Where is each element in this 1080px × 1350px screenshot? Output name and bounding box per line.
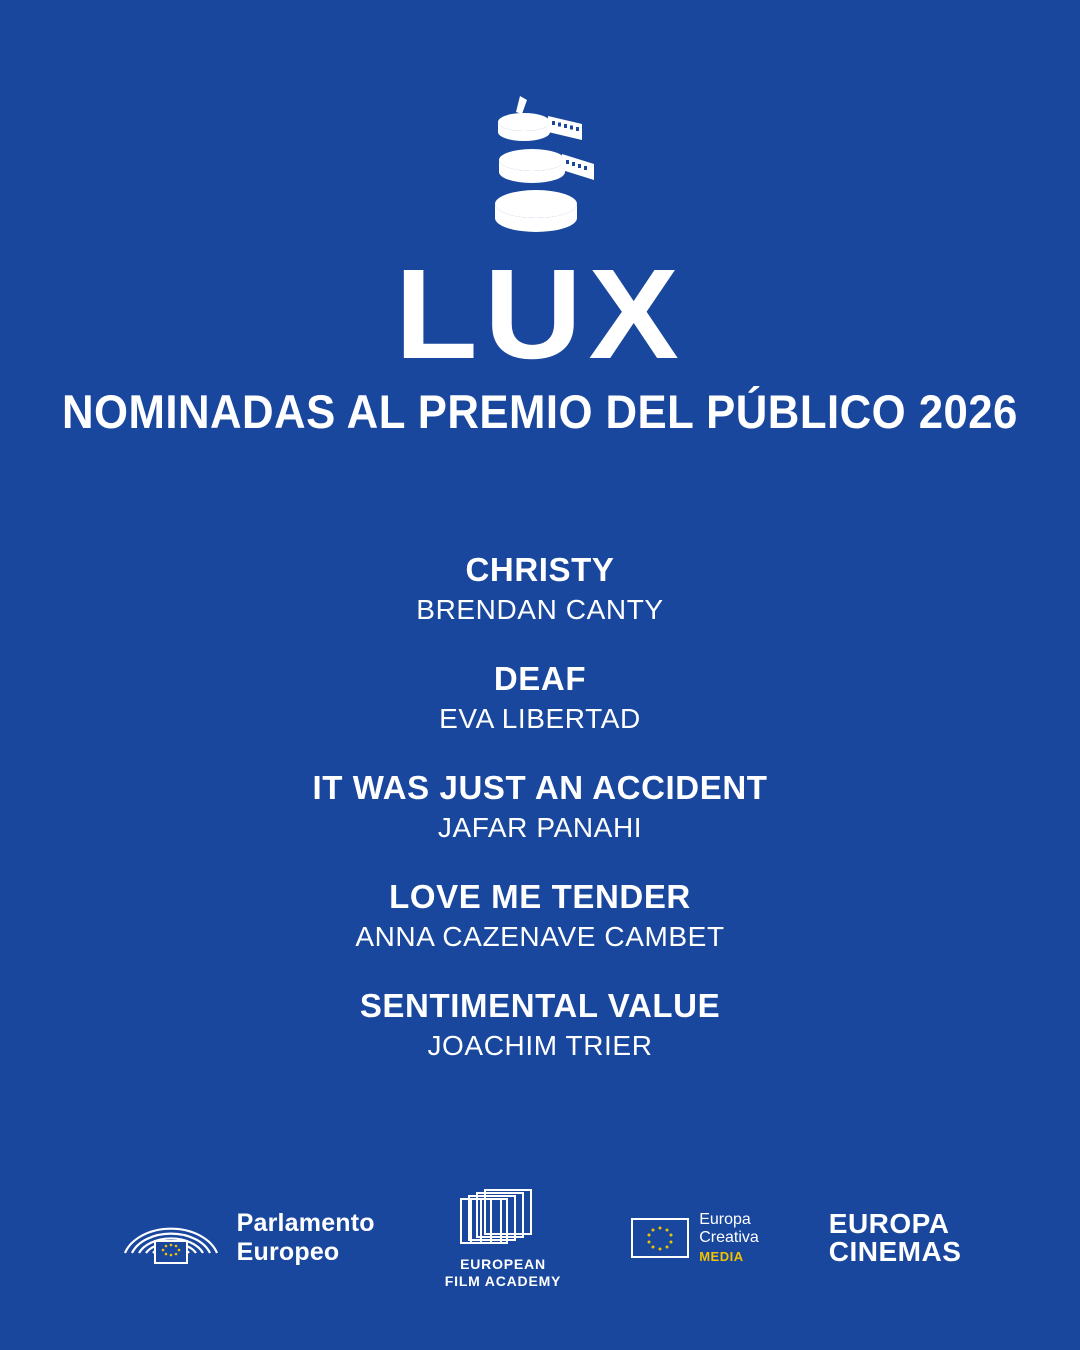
parliament-line2: Europeo — [236, 1237, 340, 1266]
european-parliament-logo — [119, 1207, 375, 1269]
parliament-line1: Parlamento — [236, 1208, 375, 1237]
parliament-label — [237, 1209, 375, 1267]
film-academy-line2: FILM ACADEMY — [444, 1273, 562, 1290]
european-film-academy-icon — [453, 1185, 553, 1251]
list-item — [416, 551, 663, 626]
europa-creativa-logo — [631, 1211, 759, 1265]
eu-flag-icon — [631, 1218, 689, 1258]
europa-cinemas-line2: CINEMAS — [828, 1235, 962, 1267]
nominee-title: DEAF — [493, 659, 587, 697]
nominee-title: SENTIMENTAL VALUE — [359, 987, 721, 1025]
lux-wordmark: LUX — [394, 243, 686, 386]
europa-cinemas-logo — [828, 1207, 962, 1267]
european-parliament-icon — [119, 1207, 223, 1269]
list-item — [360, 987, 720, 1062]
nominee-director: BRENDAN CANTY — [416, 593, 664, 625]
europa-cinemas-label — [828, 1207, 962, 1267]
lux-film-reel-icon — [470, 86, 610, 246]
poster-subtitle: NOMINADAS AL PREMIO DEL PÚBLICO 2026 — [62, 384, 1018, 438]
europa-creativa-line2: Creativa — [699, 1229, 759, 1247]
list-item — [312, 769, 767, 844]
european-film-academy-logo — [445, 1185, 561, 1290]
nominee-title: CHRISTY — [465, 550, 615, 588]
nominee-director: EVA LIBERTAD — [439, 702, 641, 734]
europa-creativa-label — [699, 1211, 759, 1265]
nominee-title: LOVE ME TENDER — [389, 878, 691, 916]
nominee-list — [0, 551, 1080, 1063]
nominee-director: JOACHIM TRIER — [427, 1030, 653, 1062]
film-academy-label — [445, 1256, 561, 1290]
europa-creativa-line1: Europa — [699, 1210, 751, 1228]
nominee-title: IT WAS JUST AN ACCIDENT — [312, 769, 768, 806]
europa-creativa-media: MEDIA — [699, 1248, 744, 1264]
film-academy-line1: EUROPEAN — [460, 1256, 546, 1273]
list-item — [439, 660, 641, 735]
footer-logos — [0, 1185, 1080, 1290]
nominee-director: ANNA CAZENAVE CAMBET — [355, 921, 725, 953]
europa-cinemas-line1: EUROPA — [828, 1207, 950, 1239]
list-item — [355, 878, 724, 953]
nominee-director: JAFAR PANAHI — [437, 811, 643, 843]
